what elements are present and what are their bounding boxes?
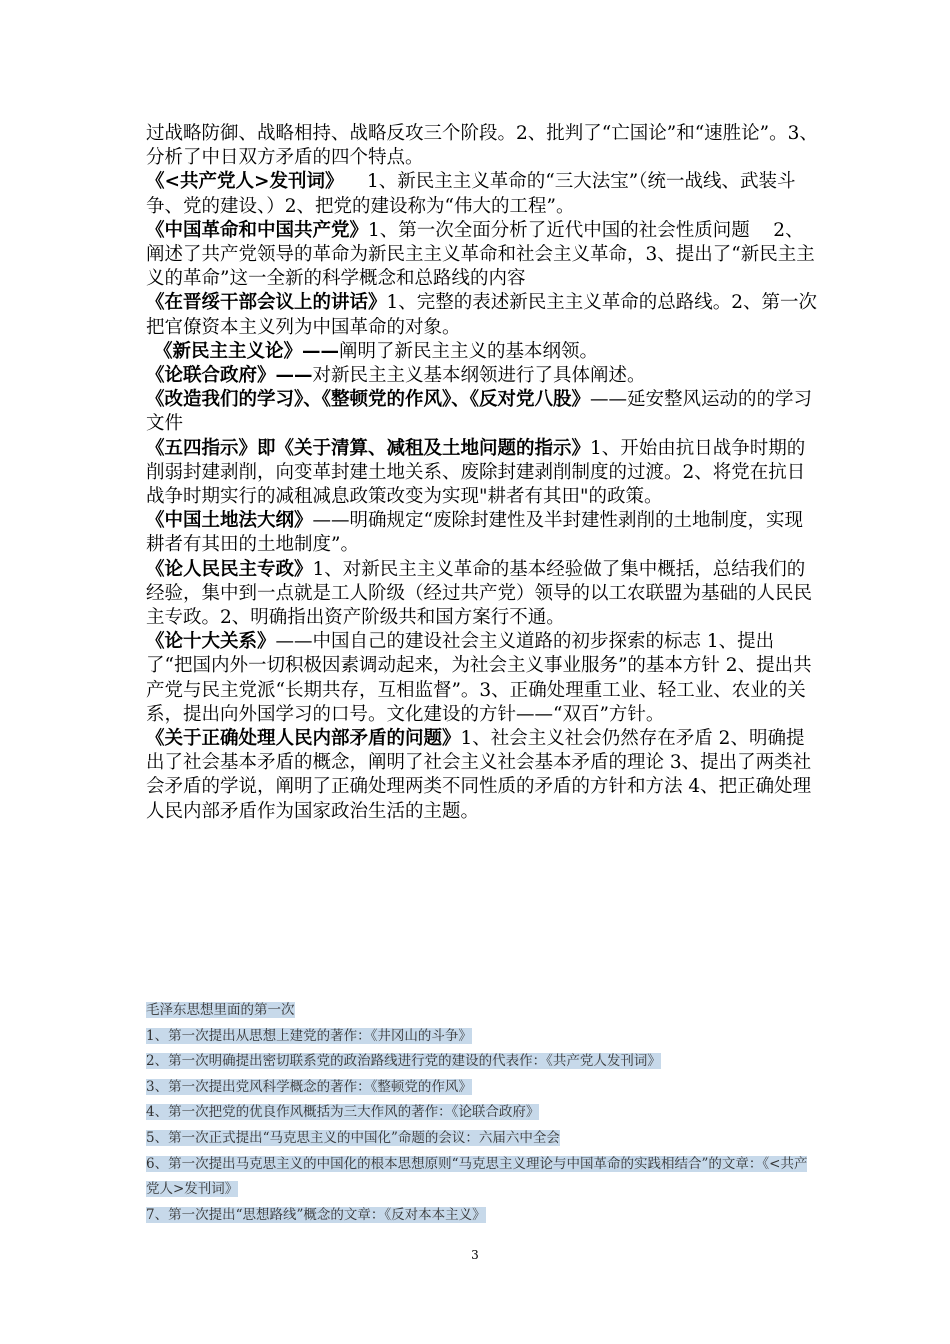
- paragraph-2: 《中国革命和中国共产党》1、第一次全面分析了近代中国的社会性质问题 2、阐述了共产党领导的革命为新民主主义革命和社会主义革命，3、提出了“新民主主义的革命”这一全新的科学概念和总路线的内容: [146, 219, 815, 290]
- list-item: 2、第一次明确提出密切联系党的政治路线进行党的建设的代表作：《共产党人发刊词》: [146, 1053, 661, 1070]
- list-item: 5、第一次正式提出“马克思主义的中国化”命题的会议：六届六中全会: [146, 1129, 560, 1146]
- paragraph-6: 《改造我们的学习》、《整顿党的作风》、《反对党八股》——延安整风运动的的学习文件: [146, 389, 813, 435]
- paragraph-10: 《论十大关系》——中国自己的建设社会主义道路的初步探索的标志 1、提出了“把国内外一切积极因素调动起来，为社会主义事业服务”的基本方针 2、提出共产党与民主党派“长期共存，互相监督”。3、正确处理重工业、轻工业、农业的关系，提出向外国学习的口号。文化建设的方针——“双百”方针。: [146, 631, 812, 725]
- list-item: 1、第一次提出从思想上建党的著作：《井冈山的斗争》: [146, 1027, 472, 1044]
- list-item: 4、第一次把党的优良作风概括为三大作风的著作：《论联合政府》: [146, 1104, 540, 1121]
- paragraph-5: 《论联合政府》——对新民主主义基本纲领进行了具体阐述。: [146, 365, 646, 387]
- paragraph-4: 《新民主主义论》——阐明了新民主主义的基本纲领。: [154, 340, 599, 362]
- paragraph-3: 《在晋绥干部会议上的讲话》1、完整的表述新民主主义革命的总路线。2、第一次把官僚资本主义列为中国革命的对象。: [146, 292, 818, 338]
- paragraph-11: 《关于正确处理人民内部矛盾的问题》1、社会主义社会仍然存在矛盾 2、明确提出了社会基本矛盾的概念，阐明了社会主义社会基本矛盾的理论 3、提出了两类社会矛盾的学说，阐明了正确处理两类不同性质的矛盾的方针和方法 4、把正确处理人民内部矛盾作为国家政治生活的主题。: [146, 728, 812, 822]
- list-item: 7、第一次提出“思想路线”概念的文章：《反对本本主义》: [146, 1206, 486, 1223]
- paragraph-0: 过战略防御、战略相持、战略反攻三个阶段。2、批判了“亡国论”和“速胜论”。3、分析了中日双方矛盾的四个特点。: [146, 123, 818, 169]
- list-item: 3、第一次提出党风科学概念的著作：《整顿党的作风》: [146, 1078, 472, 1095]
- page-number: 3: [471, 1248, 479, 1262]
- paragraph-7: 《五四指示》即《关于清算、减租及土地问题的指示》1、开始由抗日战争时期的削弱封建剥削，向变革封建土地关系、废除封建剥削制度的过渡。2、将党在抗日战争时期实行的减租减息政策改变为实现"耕者有其田"的政策。: [146, 437, 806, 508]
- body-text: [146, 122, 818, 824]
- paragraph-1: 《<共产党人>发刊词》 1、新民主主义革命的“三大法宝”（统一战线、武装斗争、党的建设、）2、把党的建设称为“伟大的工程”。: [146, 171, 796, 217]
- paragraph-8: 《中国土地法大纲》——明确规定“废除封建性及半封建性剥削的土地制度，实现耕者有其田的土地制度”。: [146, 510, 803, 556]
- paragraph-9: 《论人民民主专政》1、对新民主主义革命的基本经验做了集中概括，总结我们的经验，集中到一点就是工人阶级（经过共产党）领导的以工农联盟为基础的人民民主专政。2、明确指出资产阶级共和国方案行不通。: [146, 558, 813, 629]
- firsts-heading: 毛泽东思想里面的第一次: [146, 1002, 295, 1018]
- firsts-list: [146, 998, 818, 1228]
- list-item: 6、第一次提出马克思主义的中国化的根本思想原则“马克思主义理论与中国革命的实践相结合”的文章：《<共产党人>发刊词》: [146, 1155, 808, 1198]
